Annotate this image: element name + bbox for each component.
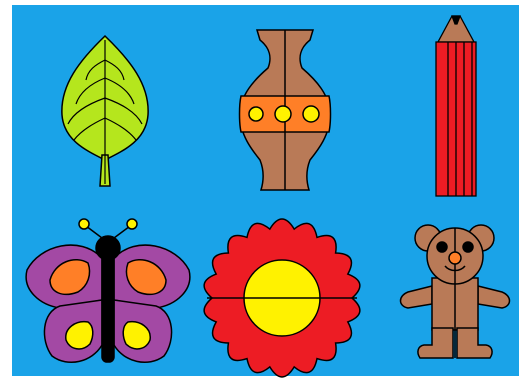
vase-dot xyxy=(249,107,263,121)
vase-dot xyxy=(275,106,291,122)
pencil xyxy=(436,16,476,196)
butterfly-head xyxy=(96,236,120,260)
butterfly-antenna-tip xyxy=(79,219,89,229)
butterfly-antenna-tip xyxy=(127,219,137,229)
teddy-right-eye xyxy=(463,242,473,252)
teddy-nose xyxy=(449,252,461,264)
vase-dot xyxy=(303,106,319,122)
teddy-left-eye xyxy=(437,242,447,252)
butterfly-body xyxy=(102,250,114,362)
